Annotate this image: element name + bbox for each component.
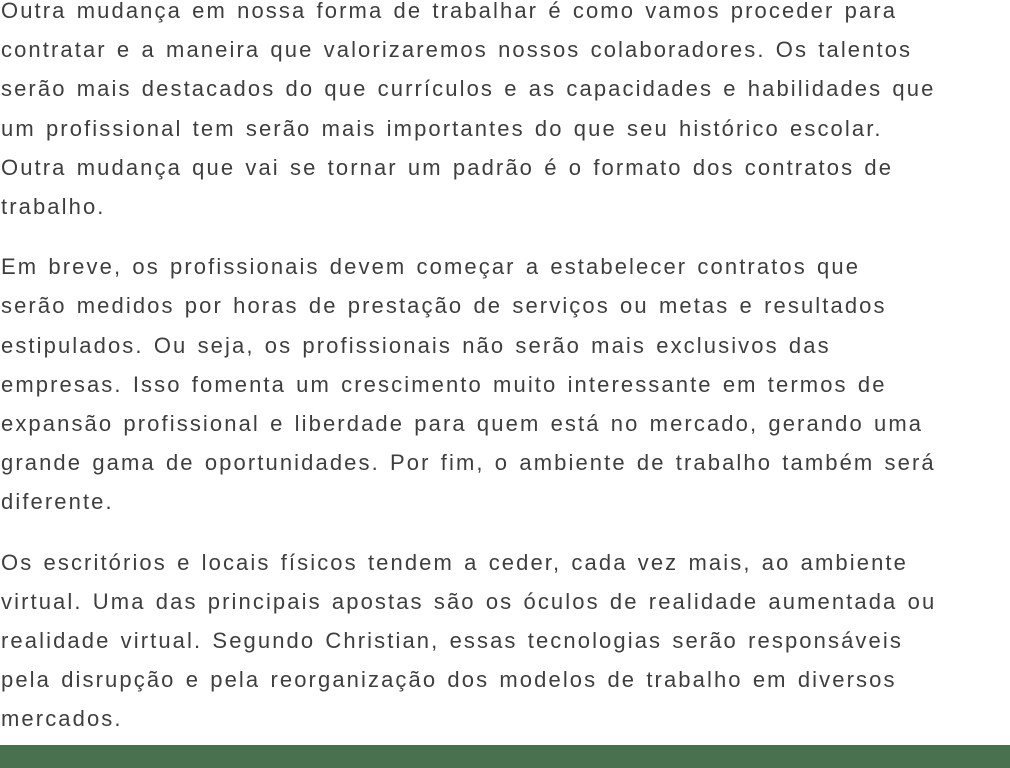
text-line: grande gama de oportunidades. Por fim, o ambiente de trabalho também será: [1, 450, 936, 476]
text-line: realidade virtual. Segundo Christian, essas tecnologias serão responsáveis: [1, 628, 903, 654]
text-line: pela disrupção e pela reorganização dos modelos de trabalho em diversos: [1, 667, 897, 693]
text-line: Os escritórios e locais físicos tendem a ceder, cada vez mais, ao ambiente: [1, 549, 908, 575]
text-line: empresas. Isso fomenta um crescimento muito interessante em termos de: [1, 371, 887, 397]
text-line: contratar e a maneira que valorizaremos nossos colaboradores. Os talentos: [1, 37, 913, 63]
text-line: diferente.: [1, 489, 114, 515]
paragraph-contracts: [1, 247, 1010, 521]
article-body-text: [1, 0, 1010, 760]
footer-band: [0, 745, 1010, 768]
text-line: virtual. Uma das principais apostas são os óculos de realidade aumentada ou: [1, 588, 937, 614]
text-line: um profissional tem serão mais importantes do que seu histórico escolar.: [1, 115, 883, 141]
text-line: serão mais destacados do que currículos e as capacidades e habilidades que: [1, 76, 936, 102]
text-line: mercados.: [1, 706, 123, 732]
text-line: Outra mudança que vai se tornar um padrão é o formato dos contratos de: [1, 154, 894, 180]
text-line: serão medidos por horas de prestação de serviços ou metas e resultados: [1, 293, 887, 319]
text-line: expansão profissional e liberdade para quem está no mercado, gerando uma: [1, 411, 924, 437]
paragraph-work-changes: [1, 0, 1010, 226]
text-line: estipulados. Ou seja, os profissionais não serão mais exclusivos das: [1, 332, 831, 358]
text-line: trabalho.: [1, 194, 106, 220]
text-line: Em breve, os profissionais devem começar a estabelecer contratos que: [1, 254, 861, 280]
paragraph-virtual-environment: [1, 543, 1010, 739]
text-line: Outra mudança em nossa forma de trabalhar é como vamos proceder para: [1, 0, 898, 23]
